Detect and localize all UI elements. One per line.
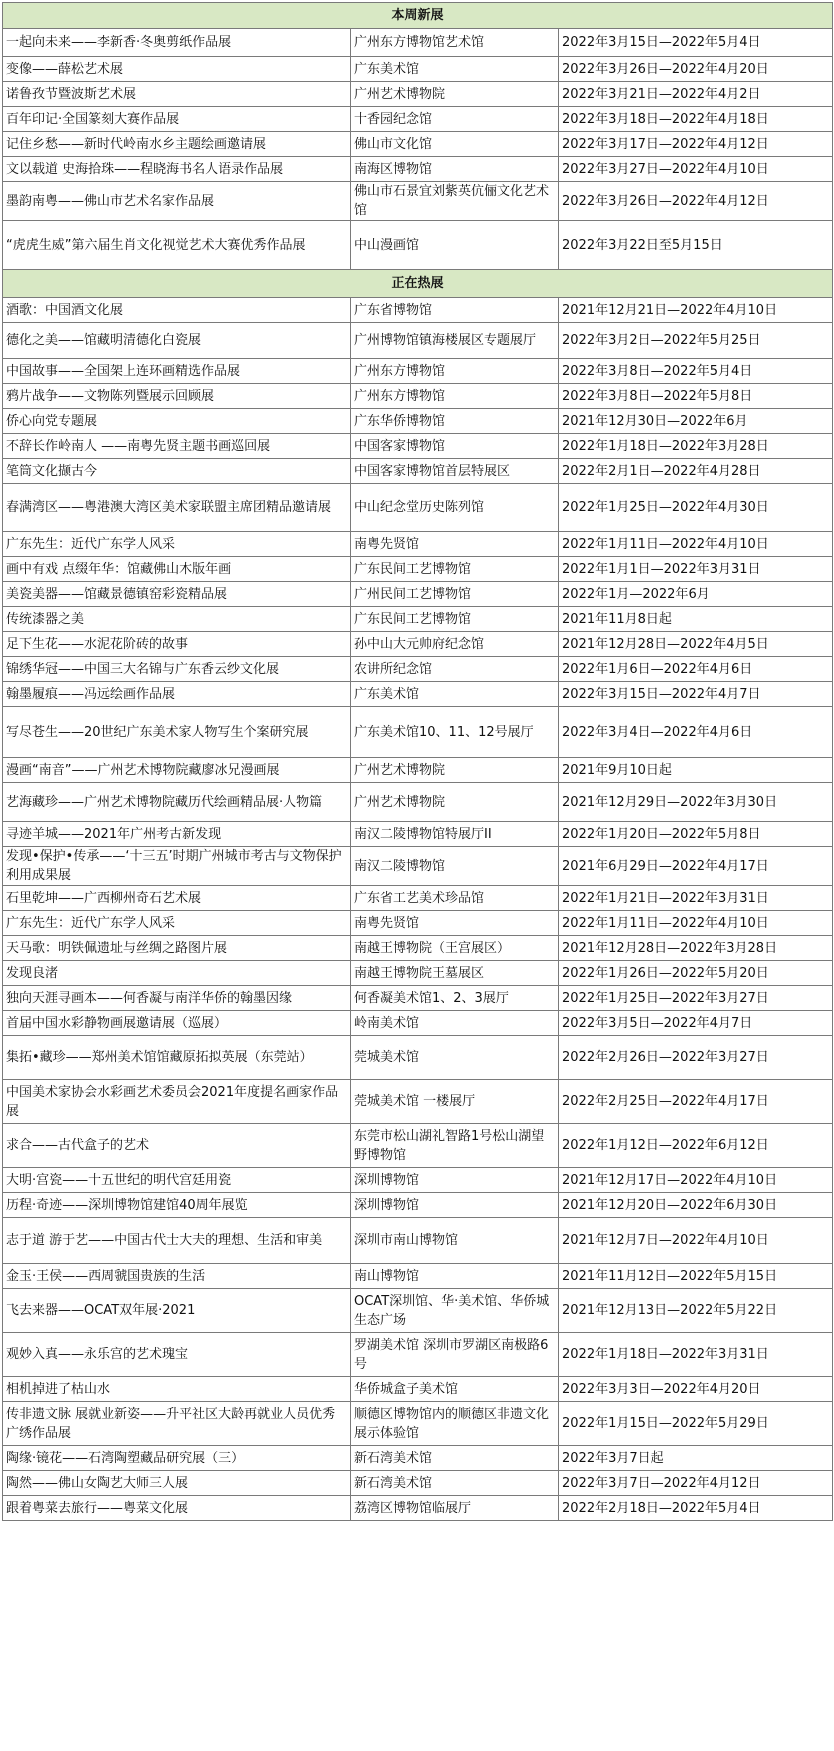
venue-cell: 南越王博物院王墓展区 bbox=[351, 961, 559, 986]
table-row bbox=[3, 783, 833, 822]
dates-cell: 2022年1月11日—2022年4月10日 bbox=[559, 911, 833, 936]
exhibition-name-cell: 跟着粤菜去旅行——粤菜文化展 bbox=[3, 1496, 351, 1521]
table-row bbox=[3, 434, 833, 459]
exhibition-name-cell: 春满湾区——粤港澳大湾区美术家联盟主席团精品邀请展 bbox=[3, 484, 351, 532]
venue-cell: 农讲所纪念馆 bbox=[351, 657, 559, 682]
venue-cell: 孙中山大元帅府纪念馆 bbox=[351, 632, 559, 657]
exhibition-name-cell: 首届中国水彩静物画展邀请展（巡展） bbox=[3, 1011, 351, 1036]
exhibition-name-cell: 大明·宫瓷——十五世纪的明代宫廷用瓷 bbox=[3, 1168, 351, 1193]
dates-cell: 2021年12月28日—2022年4月5日 bbox=[559, 632, 833, 657]
exhibition-name-cell: 发现良渚 bbox=[3, 961, 351, 986]
venue-cell: 广州艺术博物院 bbox=[351, 82, 559, 107]
venue-cell: 何香凝美术馆1、2、3展厅 bbox=[351, 986, 559, 1011]
venue-cell: 广东省博物馆 bbox=[351, 298, 559, 323]
table-row bbox=[3, 409, 833, 434]
dates-cell: 2022年3月4日—2022年4月6日 bbox=[559, 707, 833, 758]
dates-cell: 2021年6月29日—2022年4月17日 bbox=[559, 847, 833, 886]
venue-cell: 广东民间工艺博物馆 bbox=[351, 607, 559, 632]
venue-cell: 南海区博物馆 bbox=[351, 157, 559, 182]
venue-cell: 广东华侨博物馆 bbox=[351, 409, 559, 434]
table-row bbox=[3, 1080, 833, 1124]
dates-cell: 2022年3月8日—2022年5月8日 bbox=[559, 384, 833, 409]
table-row bbox=[3, 1333, 833, 1377]
table-row bbox=[3, 221, 833, 270]
exhibition-name-cell: 艺海藏珍——广州艺术博物院藏历代绘画精品展·人物篇 bbox=[3, 783, 351, 822]
exhibition-name-cell: 传非遗文脉 展就业新姿——升平社区大龄再就业人员优秀广绣作品展 bbox=[3, 1402, 351, 1446]
exhibition-name-cell: 独向天涯寻画本——何香凝与南洋华侨的翰墨因缘 bbox=[3, 986, 351, 1011]
exhibition-name-cell: 文以载道 史海拾珠——程晓海书名人语录作品展 bbox=[3, 157, 351, 182]
table-row bbox=[3, 1496, 833, 1521]
exhibition-name-cell: 翰墨履痕——冯远绘画作品展 bbox=[3, 682, 351, 707]
venue-cell: 广东民间工艺博物馆 bbox=[351, 557, 559, 582]
section-title: 本周新展 bbox=[3, 3, 833, 29]
table-row bbox=[3, 632, 833, 657]
dates-cell: 2021年12月21日—2022年4月10日 bbox=[559, 298, 833, 323]
dates-cell: 2021年12月7日—2022年4月10日 bbox=[559, 1218, 833, 1264]
table-row bbox=[3, 1289, 833, 1333]
table-row bbox=[3, 911, 833, 936]
table-row bbox=[3, 1011, 833, 1036]
exhibition-name-cell: 求合——古代盒子的艺术 bbox=[3, 1124, 351, 1168]
dates-cell: 2021年12月20日—2022年6月30日 bbox=[559, 1193, 833, 1218]
exhibition-table bbox=[2, 2, 833, 1521]
table-row bbox=[3, 936, 833, 961]
exhibition-name-cell: 德化之美——馆藏明清德化白瓷展 bbox=[3, 323, 351, 359]
exhibition-name-cell: 漫画“南音”——广州艺术博物院藏廖冰兄漫画展 bbox=[3, 758, 351, 783]
exhibition-name-cell: 百年印记·全国篆刻大赛作品展 bbox=[3, 107, 351, 132]
venue-cell: 顺德区博物馆内的顺德区非遗文化展示体验馆 bbox=[351, 1402, 559, 1446]
exhibition-name-cell: 足下生花——水泥花阶砖的故事 bbox=[3, 632, 351, 657]
dates-cell: 2022年3月15日—2022年4月7日 bbox=[559, 682, 833, 707]
venue-cell: 十香园纪念馆 bbox=[351, 107, 559, 132]
table-row bbox=[3, 323, 833, 359]
venue-cell: 东莞市松山湖礼智路1号松山湖望野博物馆 bbox=[351, 1124, 559, 1168]
venue-cell: 华侨城盒子美术馆 bbox=[351, 1377, 559, 1402]
table-row bbox=[3, 459, 833, 484]
venue-cell: 佛山市石景宜刘紫英伉俪文化艺术馆 bbox=[351, 182, 559, 221]
dates-cell: 2022年1月18日—2022年3月31日 bbox=[559, 1333, 833, 1377]
dates-cell: 2022年3月27日—2022年4月10日 bbox=[559, 157, 833, 182]
dates-cell: 2022年1月1日—2022年3月31日 bbox=[559, 557, 833, 582]
dates-cell: 2022年1月26日—2022年5月20日 bbox=[559, 961, 833, 986]
venue-cell: 中山漫画馆 bbox=[351, 221, 559, 270]
venue-cell: 广东美术馆10、11、12号展厅 bbox=[351, 707, 559, 758]
dates-cell: 2022年3月15日—2022年5月4日 bbox=[559, 29, 833, 57]
dates-cell: 2021年9月10日起 bbox=[559, 758, 833, 783]
venue-cell: 广州民间工艺博物馆 bbox=[351, 582, 559, 607]
exhibition-name-cell: 侨心向党专题展 bbox=[3, 409, 351, 434]
exhibition-name-cell: 历程·奇迹——深圳博物馆建馆40周年展览 bbox=[3, 1193, 351, 1218]
venue-cell: 深圳市南山博物馆 bbox=[351, 1218, 559, 1264]
exhibition-name-cell: 中国美术家协会水彩画艺术委员会2021年度提名画家作品展 bbox=[3, 1080, 351, 1124]
table-row bbox=[3, 1402, 833, 1446]
venue-cell: 中国客家博物馆首层特展区 bbox=[351, 459, 559, 484]
venue-cell: 罗湖美术馆 深圳市罗湖区南极路6号 bbox=[351, 1333, 559, 1377]
exhibition-name-cell: 变像——薛松艺术展 bbox=[3, 57, 351, 82]
table-row bbox=[3, 607, 833, 632]
venue-cell: 南汉二陵博物馆 bbox=[351, 847, 559, 886]
table-row bbox=[3, 986, 833, 1011]
exhibition-name-cell: 广东先生：近代广东学人风采 bbox=[3, 911, 351, 936]
table-row bbox=[3, 182, 833, 221]
dates-cell: 2022年3月22日至5月15日 bbox=[559, 221, 833, 270]
dates-cell: 2022年1月—2022年6月 bbox=[559, 582, 833, 607]
venue-cell: 荔湾区博物馆临展厅 bbox=[351, 1496, 559, 1521]
dates-cell: 2022年2月26日—2022年3月27日 bbox=[559, 1036, 833, 1080]
exhibition-name-cell: 传统漆器之美 bbox=[3, 607, 351, 632]
exhibition-name-cell: 金玉·王侯——西周虢国贵族的生活 bbox=[3, 1264, 351, 1289]
table-row bbox=[3, 107, 833, 132]
exhibition-name-cell: 志于道 游于艺——中国古代士大夫的理想、生活和审美 bbox=[3, 1218, 351, 1264]
venue-cell: 广东省工艺美术珍品馆 bbox=[351, 886, 559, 911]
section-title: 正在热展 bbox=[3, 270, 833, 298]
exhibition-name-cell: 中国故事——全国架上连环画精选作品展 bbox=[3, 359, 351, 384]
exhibition-name-cell: 写尽苍生——20世纪广东美术家人物写生个案研究展 bbox=[3, 707, 351, 758]
dates-cell: 2021年12月28日—2022年3月28日 bbox=[559, 936, 833, 961]
table-row bbox=[3, 1036, 833, 1080]
venue-cell: 广州东方博物馆 bbox=[351, 384, 559, 409]
exhibition-name-cell: 天马歌：明铁佩遗址与丝绸之路图片展 bbox=[3, 936, 351, 961]
dates-cell: 2022年1月20日—2022年5月8日 bbox=[559, 822, 833, 847]
exhibition-name-cell: 石里乾坤——广西柳州奇石艺术展 bbox=[3, 886, 351, 911]
table-row bbox=[3, 132, 833, 157]
venue-cell: 南粤先贤馆 bbox=[351, 532, 559, 557]
dates-cell: 2022年2月18日—2022年5月4日 bbox=[559, 1496, 833, 1521]
dates-cell: 2022年3月8日—2022年5月4日 bbox=[559, 359, 833, 384]
venue-cell: 广州东方博物馆 bbox=[351, 359, 559, 384]
venue-cell: 南山博物馆 bbox=[351, 1264, 559, 1289]
dates-cell: 2022年3月7日—2022年4月12日 bbox=[559, 1471, 833, 1496]
table-row bbox=[3, 886, 833, 911]
table-row bbox=[3, 1471, 833, 1496]
dates-cell: 2022年3月7日起 bbox=[559, 1446, 833, 1471]
table-row bbox=[3, 657, 833, 682]
table-row bbox=[3, 682, 833, 707]
table-row bbox=[3, 758, 833, 783]
exhibition-name-cell: 酒歌：中国酒文化展 bbox=[3, 298, 351, 323]
dates-cell: 2021年11月12日—2022年5月15日 bbox=[559, 1264, 833, 1289]
table-row bbox=[3, 707, 833, 758]
exhibition-name-cell: 墨韵南粤——佛山市艺术名家作品展 bbox=[3, 182, 351, 221]
table-row bbox=[3, 582, 833, 607]
table-row bbox=[3, 822, 833, 847]
dates-cell: 2022年2月1日—2022年4月28日 bbox=[559, 459, 833, 484]
dates-cell: 2021年12月13日—2022年5月22日 bbox=[559, 1289, 833, 1333]
venue-cell: 莞城美术馆 bbox=[351, 1036, 559, 1080]
exhibition-name-cell: 画中有戏 点缀年华：馆藏佛山木版年画 bbox=[3, 557, 351, 582]
exhibition-name-cell: “虎虎生威”第六届生肖文化视觉艺术大赛优秀作品展 bbox=[3, 221, 351, 270]
dates-cell: 2022年1月25日—2022年4月30日 bbox=[559, 484, 833, 532]
section-header-row bbox=[3, 3, 833, 29]
table-row bbox=[3, 57, 833, 82]
dates-cell: 2022年1月21日—2022年3月31日 bbox=[559, 886, 833, 911]
exhibition-name-cell: 美瓷美器——馆藏景德镇窑彩瓷精品展 bbox=[3, 582, 351, 607]
venue-cell: 广州博物馆镇海楼展区专题展厅 bbox=[351, 323, 559, 359]
dates-cell: 2022年1月25日—2022年3月27日 bbox=[559, 986, 833, 1011]
table-row bbox=[3, 82, 833, 107]
venue-cell: 广东美术馆 bbox=[351, 57, 559, 82]
dates-cell: 2021年11月8日起 bbox=[559, 607, 833, 632]
exhibition-name-cell: 诺鲁孜节暨波斯艺术展 bbox=[3, 82, 351, 107]
venue-cell: 南汉二陵博物馆特展厅II bbox=[351, 822, 559, 847]
dates-cell: 2022年3月18日—2022年4月18日 bbox=[559, 107, 833, 132]
exhibition-name-cell: 寻迹羊城——2021年广州考古新发现 bbox=[3, 822, 351, 847]
exhibition-name-cell: 飞去来器——OCAT双年展·2021 bbox=[3, 1289, 351, 1333]
venue-cell: 莞城美术馆 一楼展厅 bbox=[351, 1080, 559, 1124]
table-row bbox=[3, 1264, 833, 1289]
venue-cell: 新石湾美术馆 bbox=[351, 1446, 559, 1471]
dates-cell: 2021年12月17日—2022年4月10日 bbox=[559, 1168, 833, 1193]
exhibition-name-cell: 相机掉进了枯山水 bbox=[3, 1377, 351, 1402]
table-row bbox=[3, 359, 833, 384]
venue-cell: 广州艺术博物院 bbox=[351, 783, 559, 822]
dates-cell: 2022年3月17日—2022年4月12日 bbox=[559, 132, 833, 157]
table-row bbox=[3, 532, 833, 557]
dates-cell: 2022年1月6日—2022年4月6日 bbox=[559, 657, 833, 682]
exhibition-name-cell: 广东先生：近代广东学人风采 bbox=[3, 532, 351, 557]
table-row bbox=[3, 484, 833, 532]
table-row bbox=[3, 384, 833, 409]
exhibition-name-cell: 鸦片战争——文物陈列暨展示回顾展 bbox=[3, 384, 351, 409]
dates-cell: 2022年3月5日—2022年4月7日 bbox=[559, 1011, 833, 1036]
venue-cell: 广州艺术博物院 bbox=[351, 758, 559, 783]
exhibition-name-cell: 不辞长作岭南人 ——南粤先贤主题书画巡回展 bbox=[3, 434, 351, 459]
table-row bbox=[3, 157, 833, 182]
venue-cell: 中国客家博物馆 bbox=[351, 434, 559, 459]
dates-cell: 2022年3月21日—2022年4月2日 bbox=[559, 82, 833, 107]
section-header-row bbox=[3, 270, 833, 298]
exhibition-name-cell: 记住乡愁——新时代岭南水乡主题绘画邀请展 bbox=[3, 132, 351, 157]
venue-cell: 深圳博物馆 bbox=[351, 1193, 559, 1218]
dates-cell: 2021年12月29日—2022年3月30日 bbox=[559, 783, 833, 822]
venue-cell: 南越王博物院（王宫展区） bbox=[351, 936, 559, 961]
table-row bbox=[3, 1193, 833, 1218]
table-row bbox=[3, 298, 833, 323]
exhibition-name-cell: 发现•保护•传承——‘十三五’时期广州城市考古与文物保护利用成果展 bbox=[3, 847, 351, 886]
table-row bbox=[3, 1446, 833, 1471]
dates-cell: 2022年1月12日—2022年6月12日 bbox=[559, 1124, 833, 1168]
venue-cell: 岭南美术馆 bbox=[351, 1011, 559, 1036]
venue-cell: 新石湾美术馆 bbox=[351, 1471, 559, 1496]
exhibition-name-cell: 陶缘·镜花——石湾陶塑藏品研究展（三） bbox=[3, 1446, 351, 1471]
dates-cell: 2021年12月30日—2022年6月 bbox=[559, 409, 833, 434]
venue-cell: 中山纪念堂历史陈列馆 bbox=[351, 484, 559, 532]
table-row bbox=[3, 1218, 833, 1264]
exhibition-name-cell: 笔筒文化撷古今 bbox=[3, 459, 351, 484]
dates-cell: 2022年1月15日—2022年5月29日 bbox=[559, 1402, 833, 1446]
venue-cell: OCAT深圳馆、华·美术馆、华侨城生态广场 bbox=[351, 1289, 559, 1333]
exhibition-name-cell: 陶然——佛山女陶艺大师三人展 bbox=[3, 1471, 351, 1496]
table-row bbox=[3, 847, 833, 886]
dates-cell: 2022年2月25日—2022年4月17日 bbox=[559, 1080, 833, 1124]
exhibition-name-cell: 观妙入真——永乐宫的艺术瑰宝 bbox=[3, 1333, 351, 1377]
dates-cell: 2022年3月26日—2022年4月20日 bbox=[559, 57, 833, 82]
table-row bbox=[3, 29, 833, 57]
table-row bbox=[3, 557, 833, 582]
dates-cell: 2022年1月18日—2022年3月28日 bbox=[559, 434, 833, 459]
table-row bbox=[3, 1124, 833, 1168]
table-row bbox=[3, 1377, 833, 1402]
dates-cell: 2022年1月11日—2022年4月10日 bbox=[559, 532, 833, 557]
exhibition-name-cell: 集拓•藏珍——郑州美术馆馆藏原拓拟英展（东莞站） bbox=[3, 1036, 351, 1080]
venue-cell: 广州东方博物馆艺术馆 bbox=[351, 29, 559, 57]
venue-cell: 佛山市文化馆 bbox=[351, 132, 559, 157]
dates-cell: 2022年3月2日—2022年5月25日 bbox=[559, 323, 833, 359]
venue-cell: 南粤先贤馆 bbox=[351, 911, 559, 936]
dates-cell: 2022年3月3日—2022年4月20日 bbox=[559, 1377, 833, 1402]
exhibition-name-cell: 一起向未来——李新香·冬奥剪纸作品展 bbox=[3, 29, 351, 57]
exhibition-name-cell: 锦绣华冠——中国三大名锦与广东香云纱文化展 bbox=[3, 657, 351, 682]
table-row bbox=[3, 961, 833, 986]
venue-cell: 深圳博物馆 bbox=[351, 1168, 559, 1193]
dates-cell: 2022年3月26日—2022年4月12日 bbox=[559, 182, 833, 221]
table-row bbox=[3, 1168, 833, 1193]
venue-cell: 广东美术馆 bbox=[351, 682, 559, 707]
